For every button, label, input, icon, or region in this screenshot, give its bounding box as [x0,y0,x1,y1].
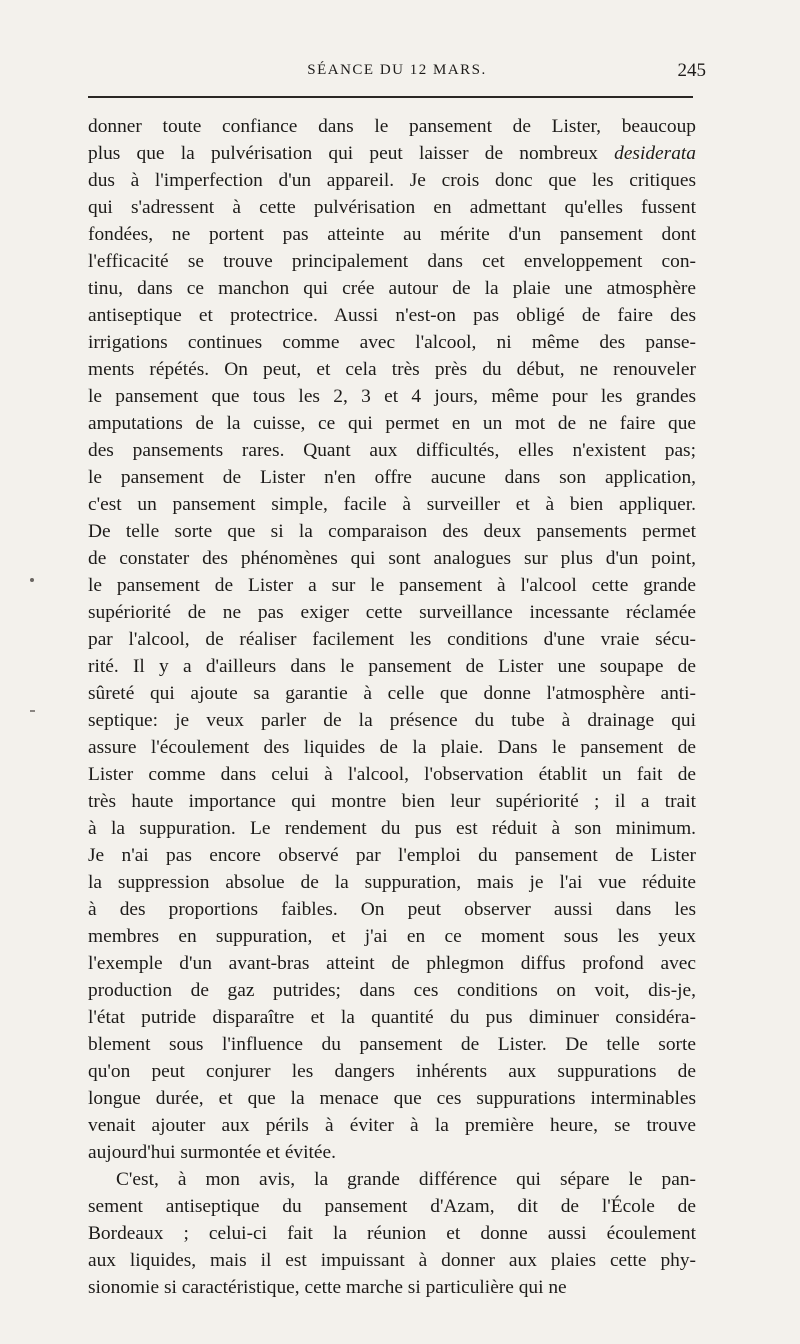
text-line: le pansement de Lister n'en offre aucune dans son application, [88,467,696,488]
text-line: plus que la pulvérisation qui peut laisser de nombreux desiderata [88,143,696,164]
text-line: très haute importance qui montre bien leur supériorité ; il a trait [88,791,696,812]
text-line: longue durée, et que la menace que ces suppurations interminables [88,1088,696,1109]
text-line: le pansement de Lister a sur le pansement à l'alcool cette grande [88,575,696,596]
text-line: aujourd'hui surmontée et évitée. [88,1142,336,1163]
margin-dash [30,710,35,712]
text-line: Je n'ai pas encore observé par l'emploi du pansement de Lister [88,845,696,866]
paragraph [88,113,696,1166]
text-line: irrigations continues comme avec l'alcool, ni même des panse- [88,332,696,353]
text-line: sionomie si caractéristique, cette marche si particulière qui ne [88,1277,567,1298]
text-line: C'est, à mon avis, la grande différence qui sépare le pan- [116,1169,696,1190]
text-line: rité. Il y a d'ailleurs dans le pansement de Lister une soupape de [88,656,696,677]
text-line: des pansements rares. Quant aux difficultés, elles n'existent pas; [88,440,696,461]
body-text [88,113,696,1301]
text-line: c'est un pansement simple, facile à surveiller et à bien appliquer. [88,494,696,515]
text-line: production de gaz putrides; dans ces conditions on voit, dis-je, [88,980,696,1001]
text-line: qu'on peut conjurer les dangers inhérents aux suppurations de [88,1061,696,1082]
text-line: tinu, dans ce manchon qui crée autour de la plaie une atmosphère [88,278,696,299]
text-line: Bordeaux ; celui-ci fait la réunion et donne aussi écoulement [88,1223,696,1244]
paragraph [88,1166,696,1301]
text-line: fondées, ne portent pas atteinte au mérite d'un pansement dont [88,224,696,245]
text-line: à la suppuration. Le rendement du pus est réduit à son minimum. [88,818,696,839]
text-line: qui s'adressent à cette pulvérisation en admettant qu'elles fussent [88,197,696,218]
text-line: antiseptique et protectrice. Aussi n'est-on pas obligé de faire des [88,305,696,326]
text-line: venait ajouter aux périls à éviter à la première heure, se trouve [88,1115,696,1136]
header-rule [88,96,693,98]
text-line: sûreté qui ajoute sa garantie à celle que donne l'atmosphère anti- [88,683,696,704]
text-line: assure l'écoulement des liquides de la plaie. Dans le pansement de [88,737,696,758]
text-line: de constater des phénomènes qui sont analogues sur plus d'un point, [88,548,696,569]
margin-speck [30,578,34,582]
text-line: donner toute confiance dans le pansement de Lister, beaucoup [88,116,696,137]
text-line: blement sous l'influence du pansement de Lister. De telle sorte [88,1034,696,1055]
text-line: aux liquides, mais il est impuissant à donner aux plaies cette phy- [88,1250,696,1271]
page-header [88,58,706,88]
text-line: l'exemple d'un avant-bras atteint de phlegmon diffus profond avec [88,953,696,974]
text-line: le pansement que tous les 2, 3 et 4 jours, même pour les grandes [88,386,696,407]
text-line: De telle sorte que si la comparaison des deux pansements permet [88,521,696,542]
text-line: membres en suppuration, et j'ai en ce moment sous les yeux [88,926,696,947]
text-line: septique: je veux parler de la présence du tube à drainage qui [88,710,696,731]
text-line: dus à l'imperfection d'un appareil. Je crois donc que les critiques [88,170,696,191]
text-line: ments répétés. On peut, et cela très près du début, ne renouveler [88,359,696,380]
text-line: l'efficacité se trouve principalement dans cet enveloppement con- [88,251,696,272]
running-title: SÉANCE DU 12 MARS. [307,62,487,78]
text-line: sement antiseptique du pansement d'Azam, dit de l'École de [88,1196,696,1217]
text-line: l'état putride disparaître et la quantité du pus diminuer considéra- [88,1007,696,1028]
text-line: supériorité de ne pas exiger cette surveillance incessante réclamée [88,602,696,623]
text-line: la suppression absolue de la suppuration, mais je l'ai vue réduite [88,872,696,893]
emphasized-word: desiderata [614,143,696,164]
text-line: par l'alcool, de réaliser facilement les conditions d'une vraie sécu- [88,629,696,650]
text-line: à des proportions faibles. On peut observer aussi dans les [88,899,696,920]
text-line: Lister comme dans celui à l'alcool, l'observation établit un fait de [88,764,696,785]
text-line: amputations de la cuisse, ce qui permet en un mot de ne faire que [88,413,696,434]
page-number: 245 [677,60,706,81]
